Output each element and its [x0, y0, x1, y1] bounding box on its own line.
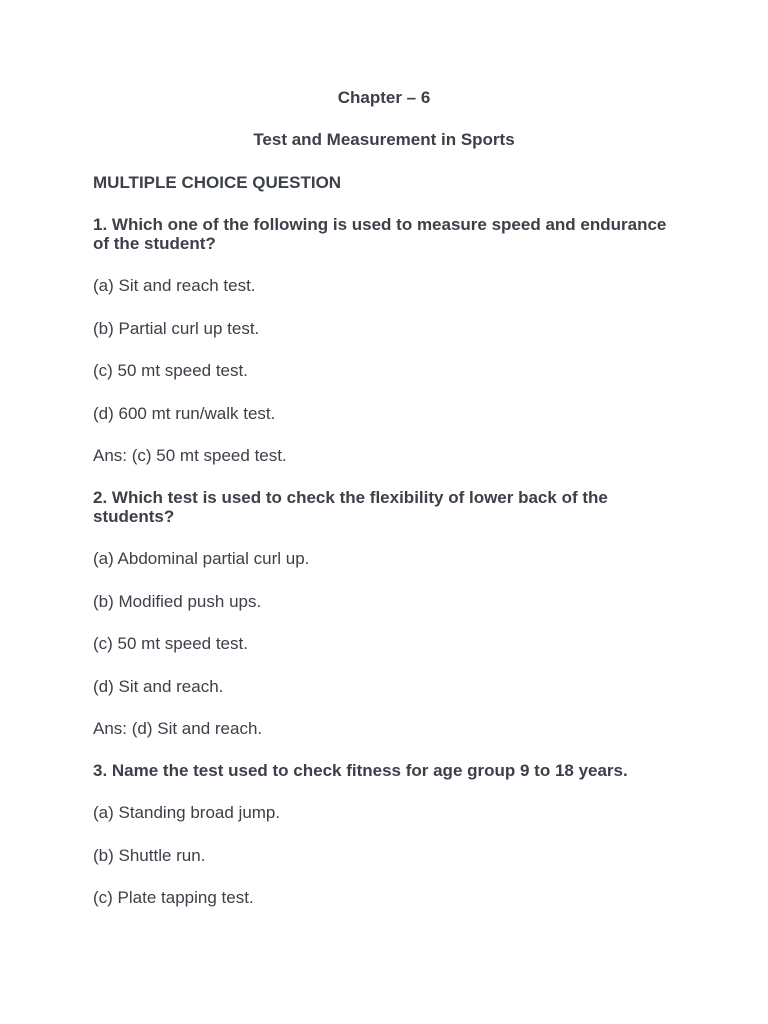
question-text: 1. Which one of the following is used to measure speed and endurance of the student? [93, 215, 667, 253]
option-b: (b) Modified push ups. [93, 591, 262, 611]
question-block [93, 215, 675, 465]
question-block [93, 488, 675, 738]
option-a: (a) Abdominal partial curl up. [93, 549, 310, 568]
chapter-heading: Chapter – 6 [337, 88, 431, 107]
option-c: (c) 50 mt speed test. [93, 634, 248, 653]
chapter-title: Test and Measurement in Sports [253, 130, 515, 149]
option-d: (d) 600 mt run/walk test. [93, 403, 276, 423]
question-text: 3. Name the test used to check fitness for age group 9 to 18 years. [93, 761, 628, 780]
option-a: (a) Standing broad jump. [93, 803, 281, 822]
question-text: 2. Which test is used to check the flexibility of lower back of the students? [93, 488, 608, 526]
option-c: (c) 50 mt speed test. [93, 361, 248, 380]
option-c: (c) Plate tapping test. [93, 888, 254, 907]
option-d: (d) Sit and reach. [93, 676, 224, 696]
option-b: (b) Partial curl up test. [93, 318, 260, 338]
option-a: (a) Sit and reach test. [93, 276, 256, 295]
section-heading: MULTIPLE CHOICE QUESTION [93, 173, 342, 192]
option-b: (b) Shuttle run. [93, 845, 206, 865]
answer-text: Ans: (c) 50 mt speed test. [93, 446, 287, 465]
question-block [93, 761, 675, 907]
answer-text: Ans: (d) Sit and reach. [93, 719, 263, 738]
